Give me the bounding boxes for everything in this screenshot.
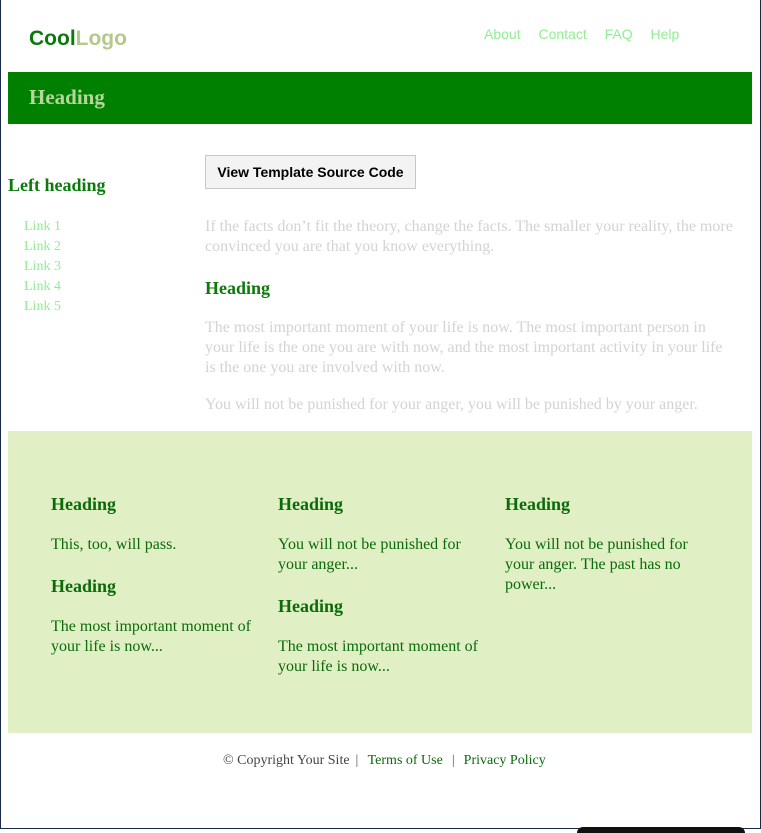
banner-heading: Heading xyxy=(29,85,105,109)
separator: | xyxy=(451,753,455,768)
privacy-link[interactable]: Privacy Policy xyxy=(463,753,546,768)
left-link-2[interactable]: Link 2 xyxy=(24,239,61,254)
footer-col1-heading-2: Heading xyxy=(51,576,117,596)
footer-col2-text-1: You will not be punished for your anger... xyxy=(278,536,461,573)
logo-part-cool: Cool xyxy=(29,27,76,50)
footer-col1-text-1: This, too, will pass. xyxy=(51,536,177,553)
footer-col2-heading-2: Heading xyxy=(278,596,344,616)
main-paragraph-1: If the facts don’t fit the theory, change the facts. The smaller your reality, the more convinced you are that you know everything. xyxy=(205,218,733,255)
main-paragraph-2: The most important moment of your life is now. The most important person in your life is the one you are with now, and the most important activity in your life is the one you are involved with now. xyxy=(205,319,723,376)
left-link-1[interactable]: Link 1 xyxy=(24,219,61,234)
nav-faq[interactable]: FAQ xyxy=(604,26,633,42)
footer-column-3 xyxy=(505,494,710,595)
nav-contact[interactable]: Contact xyxy=(538,26,587,42)
logo-part-logo: Logo xyxy=(75,27,127,50)
footer-col2-heading-1: Heading xyxy=(278,494,344,514)
copyright-text: © Copyright Your Site xyxy=(223,753,350,768)
main-paragraph-3: You will not be punished for your anger, you will be punished by your anger. xyxy=(205,396,698,413)
copyright-bar xyxy=(223,753,546,769)
separator: | xyxy=(355,753,359,768)
footer-col3-text-1: You will not be punished for your anger. The past has no power... xyxy=(505,536,688,593)
nav-about[interactable]: About xyxy=(484,26,521,42)
left-link-5[interactable]: Link 5 xyxy=(24,299,61,314)
left-nav xyxy=(24,217,61,317)
left-link-3[interactable]: Link 3 xyxy=(24,259,61,274)
footer-column-1 xyxy=(51,494,256,657)
left-heading: Left heading xyxy=(8,175,106,195)
footer-col1-heading-1: Heading xyxy=(51,494,117,514)
footer-columns xyxy=(8,431,752,733)
terms-link[interactable]: Terms of Use xyxy=(367,753,443,768)
top-nav xyxy=(484,26,693,42)
bottom-edge-tab xyxy=(577,827,745,833)
nav-help[interactable]: Help xyxy=(650,26,680,42)
main-heading: Heading xyxy=(205,278,271,298)
header-banner xyxy=(8,72,752,124)
left-link-4[interactable]: Link 4 xyxy=(24,279,61,294)
view-source-button[interactable]: View Template Source Code xyxy=(205,155,416,189)
footer-column-2 xyxy=(278,494,483,677)
site-logo[interactable] xyxy=(29,27,127,51)
footer-col3-heading-1: Heading xyxy=(505,494,571,514)
footer-col1-text-2: The most important moment of your life is now... xyxy=(51,618,251,655)
footer-col2-text-2: The most important moment of your life is now... xyxy=(278,638,478,675)
